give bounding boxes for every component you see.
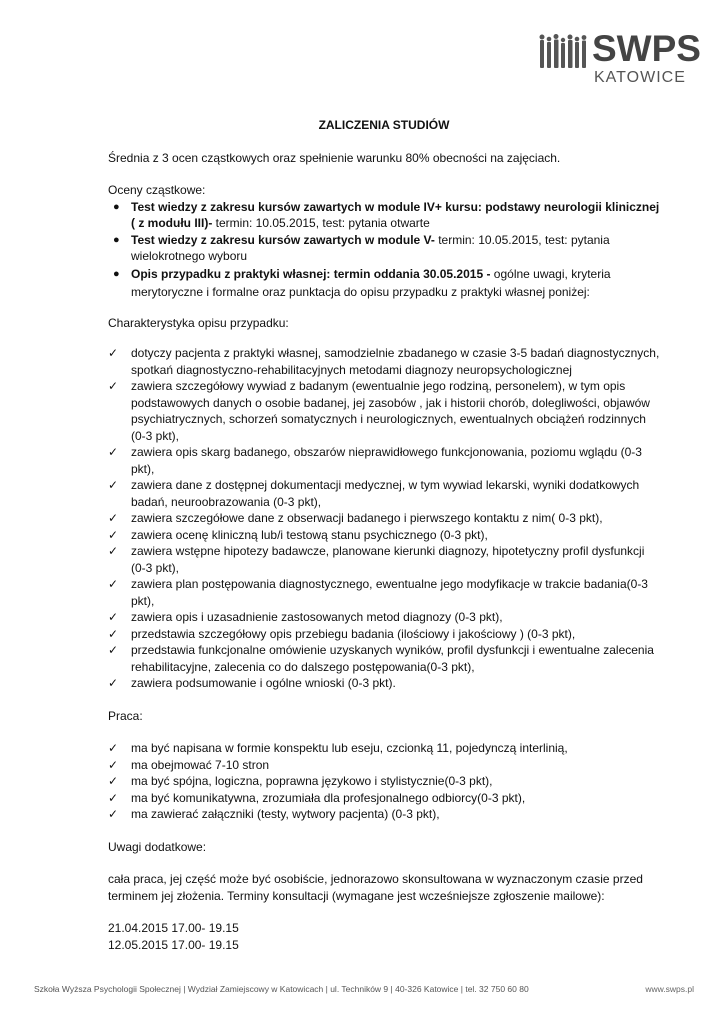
checkmark-icon: ✓ <box>108 346 119 360</box>
work-heading: Praca: <box>108 708 143 723</box>
list-item: ✓ ma być napisana w formie konspektu lub eseju, czcionką 11, pojedynczą interlinią, <box>108 741 568 755</box>
list-item <box>108 199 660 232</box>
intro-text: Średnia z 3 ocen cząstkowych oraz spełnienie warunku 80% obecności na zajęciach. <box>108 150 561 165</box>
bullet-icon: ● <box>113 200 120 213</box>
checkmark-icon: ✓ <box>108 676 119 690</box>
footer <box>34 984 694 994</box>
list-item: ✓ ma być spójna, logiczna, poprawna językowo i stylistycznie(0-3 pkt), <box>108 774 493 788</box>
checkmark-icon: ✓ <box>108 790 119 805</box>
list-item: ✓ ma obejmować 7-10 stron <box>108 757 270 772</box>
case-heading: Charakterystyka opisu przypadku: <box>108 315 289 330</box>
grade-rest: termin: 10.05.2015, test: pytania otwarte <box>212 216 430 230</box>
list-item: ✓ zawiera szczegółowe dane z obserwacji badanego i pierwszego kontaktu z nim( 0-3 pkt), <box>108 511 603 525</box>
grade-rest: ogólne uwagi, kryteria merytoryczne i formalne oraz punktacja do opisu przypadku z praktyki własnej poniżej: <box>131 266 611 299</box>
notes-heading: Uwagi dodatkowe: <box>108 839 207 854</box>
footer-address: Szkoła Wyższa Psychologii Społecznej | Wydział Zamiejscowy w Katowicach | ul. Techników 9 | 40-326 Katowice | tel. 32 750 60 80 <box>34 984 529 994</box>
list-item: ✓ zawiera wstępne hipotezy badawcze, planowane kierunki diagnozy, hipotetyczny profil dysfunkcji (0-3 pkt), <box>108 544 645 575</box>
checkmark-icon: ✓ <box>108 544 119 558</box>
list-item: ✓ przedstawia funkcjonalne omówienie uzyskanych wyników, profil dysfunkcji i ewentualne zalecenia rehabilitacyjne, zalecenia co do dalszego postępowania(0-3 pkt), <box>108 643 654 674</box>
list-item: ✓ dotyczy pacjenta z praktyki własnej, samodzielnie zbadanego w czasie 3-5 badań diagnostycznych, spotkań diagnostyczno-rehabilitacyjnych metodami diagnozy neuropsychologicznej <box>108 346 660 377</box>
bullet-icon: ● <box>113 233 120 246</box>
consultation-date: 12.05.2015 17.00- 19.15 <box>108 937 239 952</box>
list-item: ✓ zawiera szczegółowy wywiad z badanym (ewentualnie jego rodziną, personelem), w tym opis podstawowych danych o osobie badanej, jej zasobów , jak i historii chorób, dolegliwości, objawów psychiatrycznych, schorzeń somatycznych i neurologicznych, ewentualnych obciążeń rodzinnych (0-3 pkt), <box>108 379 650 443</box>
checkmark-icon: ✓ <box>108 445 119 459</box>
list-item: ✓ ma zawierać załączniki (testy, wytwory pacjenta) (0-3 pkt), <box>108 807 440 821</box>
checkmark-icon: ✓ <box>108 774 119 788</box>
work-list <box>108 740 660 823</box>
grade-rest: termin: 10.05.2015, test: pytania wielokrotnego wyboru <box>131 232 610 263</box>
bullet-icon: ● <box>113 267 120 280</box>
list-item: ✓ ma być komunikatywna, zrozumiała dla profesjonalnego odbiorcy(0-3 pkt), <box>108 790 526 805</box>
checkmark-icon: ✓ <box>108 379 119 393</box>
checkmark-icon: ✓ <box>108 626 119 641</box>
case-list <box>108 345 660 692</box>
document-title: ZALICZENIA STUDIÓW <box>318 118 450 132</box>
checkmark-icon: ✓ <box>108 757 119 772</box>
notes-text: cała praca, jej część może być osobiście, jednorazowo skonsultowana w wyznaczonym czasie przed terminem jej złożenia. Terminy konsultacji (wymagane jest wcześniejsze zgłoszenie mailowe): <box>108 872 643 903</box>
checkmark-icon: ✓ <box>108 610 119 624</box>
grade-bold: Opis przypadku z praktyki własnej: termin oddania 30.05.2015 - <box>131 266 491 281</box>
grade-bold: Test wiedzy z zakresu kursów zawartych w module IV+ kursu: podstawy neurologii klinicznej ( z modułu III)- <box>131 199 660 230</box>
list-item: ✓ zawiera dane z dostępnej dokumentacji medycznej, w tym wywiad lekarski, wyniki dodatkowych badań, neuroobrazowania (0-3 pkt), <box>108 478 640 509</box>
grades-heading: Oceny cząstkowe: <box>108 183 206 197</box>
grade-bold: Test wiedzy z zakresu kursów zawartych w module V- <box>131 232 435 247</box>
grades-list <box>108 199 660 301</box>
checkmark-icon: ✓ <box>108 511 119 525</box>
checkmark-icon: ✓ <box>108 643 119 657</box>
list-item: ✓ zawiera opis skarg badanego, obszarów nieprawidłowego funkcjonowania, poziomu wglądu (0-3 pkt), <box>108 445 642 476</box>
list-item: ✓ zawiera opis i uzasadnienie zastosowanych metod diagnozy (0-3 pkt), <box>108 610 503 624</box>
checkmark-icon: ✓ <box>108 478 119 492</box>
list-item: ✓ przedstawia szczegółowy opis przebiegu badania (ilościowy i jakościowy ) (0-3 pkt), <box>108 626 576 641</box>
list-item <box>108 232 660 265</box>
checkmark-icon: ✓ <box>108 741 119 755</box>
logo-brand: SWPS <box>592 28 701 69</box>
document-body <box>108 117 660 953</box>
consultation-date: 21.04.2015 17.00- 19.15 <box>108 921 239 935</box>
swps-logo <box>538 28 701 92</box>
checkmark-icon: ✓ <box>108 807 119 821</box>
list-item <box>108 265 660 301</box>
people-figures-icon <box>538 34 592 68</box>
checkmark-icon: ✓ <box>108 527 119 542</box>
checkmark-icon: ✓ <box>108 577 119 591</box>
list-item: ✓ zawiera podsumowanie i ogólne wnioski (0-3 pkt). <box>108 676 396 690</box>
footer-website: www.swps.pl <box>645 984 694 994</box>
list-item: ✓ zawiera plan postępowania diagnostycznego, ewentualne jego modyfikacje w trakcie badania(0-3 pkt), <box>108 577 648 608</box>
list-item: ✓ zawiera ocenę kliniczną lub/i testową stanu psychicznego (0-3 pkt), <box>108 527 488 542</box>
logo-city: KATOWICE <box>594 69 686 86</box>
